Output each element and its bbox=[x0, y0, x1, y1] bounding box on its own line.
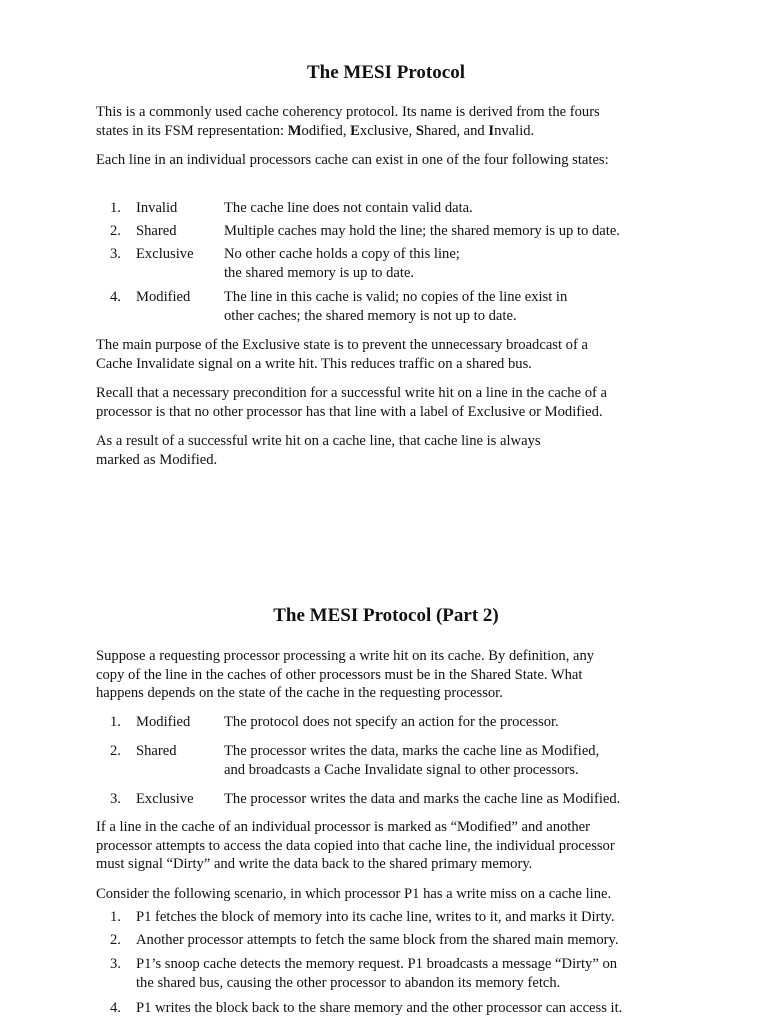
state-name: Shared bbox=[136, 223, 177, 239]
step-text: P1’s snoop cache detects the memory request. P1 broadcasts a message “Dirty” on the shared bus, causing the other processor to abandon its memory fetch. bbox=[136, 956, 618, 991]
purpose-paragraph: The main purpose of the Exclusive state is to prevent the unnecessary broadcast of a Cache Invalidate signal on a write hit. This reduces traffic on a shared bus. bbox=[96, 337, 588, 372]
list-number: 1. bbox=[110, 200, 121, 216]
intro-line-2-prefix: states in its FSM representation: bbox=[96, 122, 288, 139]
state-name: Invalid bbox=[136, 200, 178, 216]
step-number: 1. bbox=[110, 909, 121, 925]
state-initial-s: S bbox=[415, 122, 424, 139]
list-number: 2. bbox=[110, 743, 121, 759]
state-name: Exclusive bbox=[136, 246, 194, 262]
case-description: The processor writes the data, marks the cache line as Modified, and broadcasts a Cache Invalidate signal to other processors. bbox=[224, 743, 600, 778]
step-text: P1 writes the block back to the share memory and the other processor can access it. bbox=[136, 1000, 623, 1016]
state-description: Multiple caches may hold the line; the shared memory is up to date. bbox=[224, 223, 620, 239]
result-paragraph: As a result of a successful write hit on a cache line, that cache line is always marked as Modified. bbox=[96, 433, 541, 468]
section-title-mesi: The MESI Protocol bbox=[307, 62, 465, 83]
list-number: 2. bbox=[110, 223, 121, 239]
case-name: Modified bbox=[136, 714, 191, 730]
step-number: 2. bbox=[110, 932, 121, 948]
state-description: The cache line does not contain valid data. bbox=[224, 200, 473, 216]
state-description: The line in this cache is valid; no copies of the line exist in other caches; the shared memory is not up to date. bbox=[224, 289, 568, 324]
list-number: 3. bbox=[110, 791, 121, 807]
state-initial-e: E bbox=[350, 122, 360, 139]
state-initial-i: I bbox=[488, 122, 495, 139]
case-name: Shared bbox=[136, 743, 177, 759]
step-number: 4. bbox=[110, 1000, 121, 1016]
recall-paragraph: Recall that a necessary precondition for a successful write hit on a line in the cache of a processor is that no other processor has that line with a label of Exclusive or Modified. bbox=[96, 385, 607, 420]
states-lead: Each line in an individual processors cache can exist in one of the four following states: bbox=[96, 152, 609, 168]
scenario-lead: Consider the following scenario, in which processor P1 has a write miss on a cache line. bbox=[96, 886, 612, 902]
section-title-mesi-part-2: The MESI Protocol (Part 2) bbox=[273, 605, 499, 626]
state-name: Modified bbox=[136, 289, 191, 305]
intro-paragraph bbox=[96, 103, 676, 140]
state-rest-s: hared, and bbox=[423, 122, 489, 139]
case-description: The processor writes the data and marks the cache line as Modified. bbox=[224, 791, 621, 807]
list-number: 3. bbox=[110, 246, 121, 262]
list-number: 4. bbox=[110, 289, 121, 305]
state-rest-e: xclusive, bbox=[359, 122, 416, 139]
case-description: The protocol does not specify an action for the processor. bbox=[224, 714, 559, 730]
state-initial-m: M bbox=[287, 122, 302, 139]
intro-line-1: This is a commonly used cache coherency protocol. Its name is derived from the fours bbox=[96, 104, 600, 120]
part2-intro-paragraph: Suppose a requesting processor processing a write hit on its cache. By definition, any copy of the line in the caches of other processors must be in the Shared State. What happens depends on the state of the cache in the requesting processor. bbox=[96, 648, 595, 701]
step-text: P1 fetches the block of memory into its cache line, writes to it, and marks it Dirty. bbox=[136, 909, 615, 925]
list-number: 1. bbox=[110, 714, 121, 730]
case-name: Exclusive bbox=[136, 791, 194, 807]
state-rest-m: odified, bbox=[301, 122, 351, 139]
dirty-paragraph: If a line in the cache of an individual processor is marked as “Modified” and another processor attempts to access the data copied into that cache line, the individual processor must signal “Dirty” and write the data back to the shared primary memory. bbox=[96, 819, 615, 872]
state-description: No other cache holds a copy of this line; the shared memory is up to date. bbox=[224, 246, 460, 281]
step-text: Another processor attempts to fetch the same block from the shared main memory. bbox=[136, 932, 619, 948]
state-rest-i: nvalid. bbox=[494, 122, 535, 139]
step-number: 3. bbox=[110, 956, 121, 972]
